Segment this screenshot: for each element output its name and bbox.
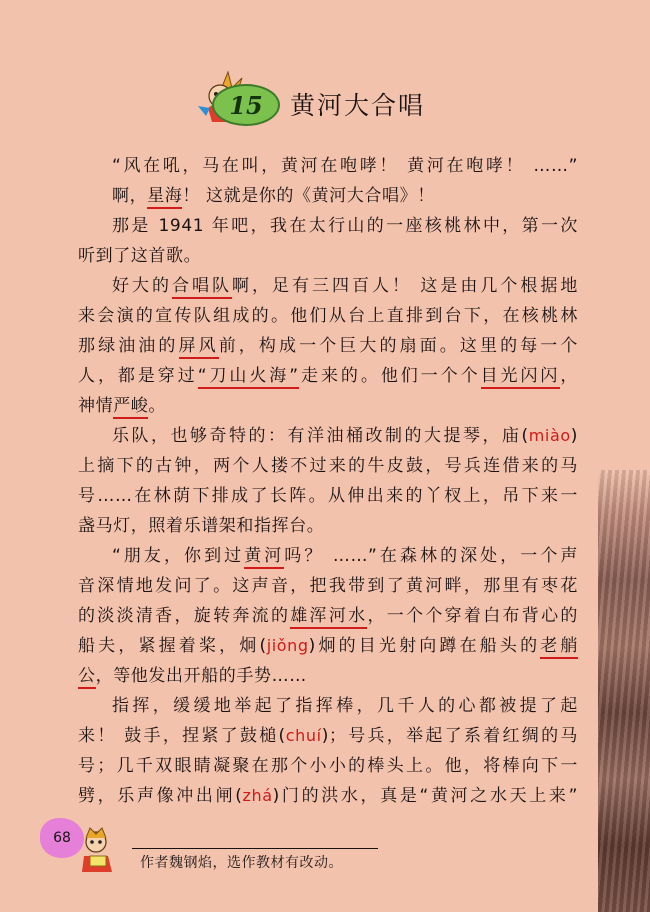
text-line <box>78 781 578 811</box>
text-segment: 劈，乐声像冲出闸( <box>78 786 243 806</box>
text-segment: 啊， <box>112 186 148 206</box>
text-segment: “朋友，你到过 <box>112 546 245 566</box>
text-line <box>78 181 578 211</box>
text-line <box>78 271 578 301</box>
text-segment: 人，都是穿过 <box>78 366 198 386</box>
text-line <box>78 331 578 361</box>
lesson-title: 黄河大合唱 <box>290 91 426 120</box>
text-segment: 前，构成一个巨大的扇面。这里的每一个 <box>218 336 578 356</box>
text-line: 音深情地发问了。这声音，把我带到了黄河畔，那里有枣花 <box>78 576 578 596</box>
text-segment: ，一个个穿着白布背心的 <box>367 606 578 626</box>
text-line <box>78 421 578 451</box>
text-segment: ， <box>560 366 578 386</box>
text-line: “风在吼，马在叫，黄河在咆哮！ 黄河在咆哮！ ……” <box>112 156 578 176</box>
footnote-rule <box>132 848 378 849</box>
lesson-number: 15 <box>229 90 263 120</box>
text-line: 来会演的宣传队组成的。他们从台上直排到台下，在核桃林 <box>78 306 578 326</box>
pinyin-annotation: jiǒng <box>266 636 309 655</box>
text-segment: )炯的目光射向蹲在船头的 <box>308 636 541 656</box>
text-segment: 啊，足有三四百人！ 这是由几个根据地 <box>232 276 578 296</box>
text-segment: ！ 这就是你的《黄河大合唱》！ <box>182 186 435 206</box>
text-segment: 乐队，也够奇特的：有洋油桶改制的大提琴，庙( <box>112 426 529 446</box>
text-line <box>78 721 578 751</box>
text-line: 号……在林荫下排成了长阵。从伸出来的丫杈上，吊下来一 <box>78 486 578 506</box>
text-segment: 那绿油油的 <box>78 336 179 356</box>
body-text <box>78 151 578 811</box>
text-segment: 走来的。他们一个个 <box>298 366 481 386</box>
pinyin-annotation: zhá <box>242 786 273 805</box>
text-line <box>78 541 578 571</box>
text-line: 指挥，缓缓地举起了指挥棒，几千人的心都被提了起 <box>112 696 578 716</box>
underlined-word: 黄河 <box>244 546 284 569</box>
text-segment: ，等他发出开船的手势…… <box>95 666 307 686</box>
underlined-word: 雄浑河水 <box>290 606 367 629</box>
text-segment: 好大的 <box>112 276 172 296</box>
mascot-reading-icon <box>74 826 124 876</box>
text-line <box>78 361 578 391</box>
text-segment: )门的洪水，真是“黄河之水天上来” <box>272 786 578 806</box>
text-line <box>78 391 578 421</box>
text-line <box>78 601 578 631</box>
page-footer <box>40 818 460 888</box>
text-line: 上摘下的古钟，两个人搂不过来的牛皮鼓，号兵连借来的马 <box>78 456 578 476</box>
text-segment: 船夫，紧握着桨，炯( <box>78 636 267 656</box>
text-line: 那是 1941 年吧，我在太行山的一座核桃林中，第一次 <box>112 216 578 236</box>
text-segment: 神情 <box>78 396 114 416</box>
underlined-word: 老艄 <box>540 636 578 659</box>
underlined-word: 星海 <box>147 186 182 209</box>
text-line: 号；几千双眼睛凝聚在那个小小的棒头上。他，将棒向下一 <box>78 756 578 776</box>
text-segment: 吗？ ……”在森林的深处，一个声 <box>284 546 578 566</box>
footnote: 作者魏钢焰，选作教材有改动。 <box>140 855 343 871</box>
pinyin-annotation: miào <box>528 426 571 445</box>
text-line: 盏马灯，照着乐谱架和指挥台。 <box>78 516 325 536</box>
pinyin-annotation: chuí <box>285 726 322 745</box>
page-number: 68 <box>53 830 71 846</box>
text-segment: ) <box>570 426 578 446</box>
text-line: 听到了这首歌。 <box>78 246 202 266</box>
underlined-word: 合唱队 <box>172 276 232 299</box>
text-segment: )；号兵，举起了系着红绸的马 <box>321 726 578 746</box>
text-segment: 的淡淡清香，旋转奔流的 <box>78 606 291 626</box>
text-line <box>78 631 578 661</box>
underlined-word: 严峻 <box>113 396 148 419</box>
underlined-word: 公 <box>78 666 96 689</box>
lesson-number-badge <box>212 84 280 126</box>
lesson-header <box>190 70 450 130</box>
text-segment: 来！ 鼓手，捏紧了鼓槌( <box>78 726 286 746</box>
underlined-word: 屏风 <box>179 336 219 359</box>
text-segment: 。 <box>148 396 167 416</box>
underlined-word: “刀山火海” <box>198 366 299 389</box>
underlined-word: 目光闪闪 <box>481 366 561 389</box>
edge-photo-strip <box>598 470 650 912</box>
text-line <box>78 661 578 691</box>
